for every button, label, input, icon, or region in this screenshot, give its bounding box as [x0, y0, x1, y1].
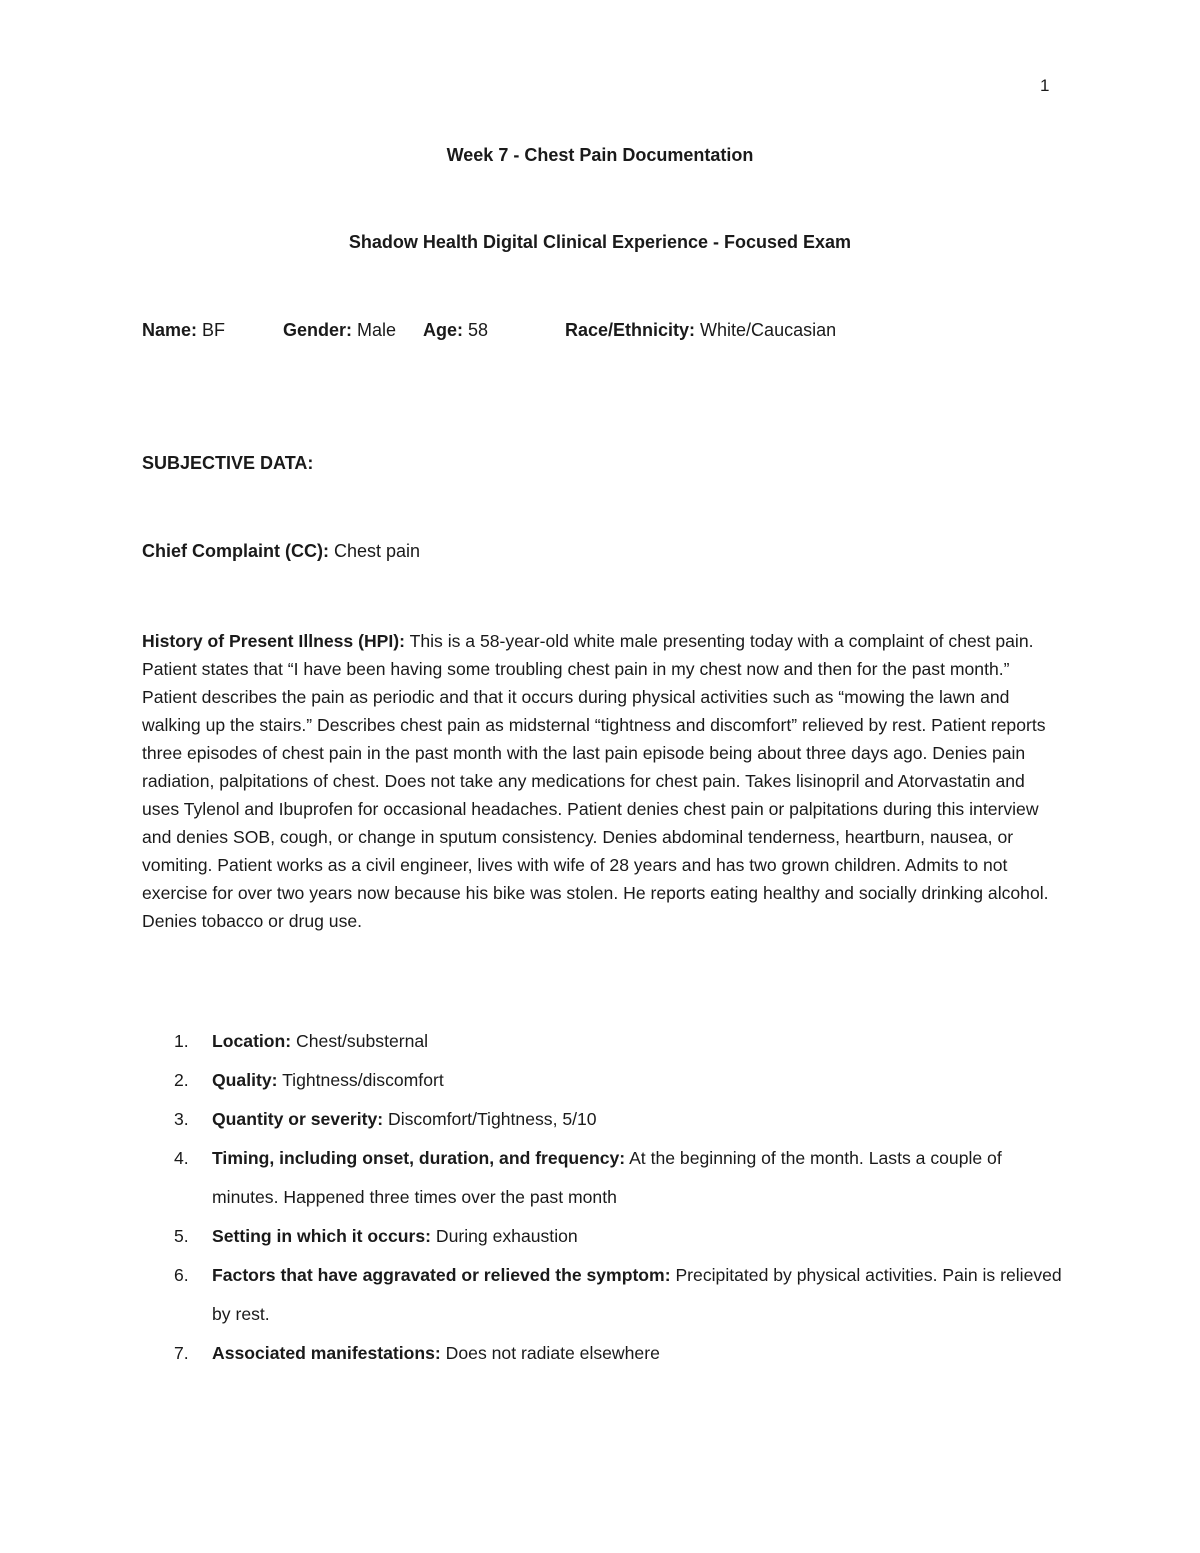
chief-complaint	[142, 541, 420, 562]
list-item-value: Precipitated by physical activities. Pain is relieved by rest.	[212, 1265, 1062, 1324]
list-item-label: Location:	[212, 1031, 292, 1051]
list-item-label: Quantity or severity:	[212, 1109, 384, 1129]
patient-name-value: BF	[197, 320, 226, 340]
patient-race-value: White/Caucasian	[695, 320, 837, 340]
hpi-label: History of Present Illness (HPI):	[142, 631, 405, 651]
patient-info-row	[142, 320, 1042, 344]
patient-race-label: Race/Ethnicity:	[565, 320, 696, 340]
chief-complaint-value: Chest pain	[328, 541, 421, 561]
list-item-number: 1.	[174, 1031, 189, 1051]
patient-gender-label: Gender:	[283, 320, 353, 340]
patient-name-label: Name:	[142, 320, 198, 340]
list-item-value: Discomfort/Tightness, 5/10	[383, 1109, 597, 1129]
patient-gender	[283, 320, 396, 341]
list-item-number: 6.	[174, 1265, 189, 1285]
hpi-paragraph	[142, 627, 1062, 935]
list-item	[142, 1334, 1062, 1373]
list-item-number: 7.	[174, 1343, 189, 1363]
list-item	[142, 1100, 1062, 1139]
list-item	[142, 1139, 1062, 1217]
list-item-number: 3.	[174, 1109, 189, 1129]
chief-complaint-label: Chief Complaint (CC):	[142, 541, 329, 561]
findings-list	[142, 1022, 1062, 1373]
patient-age	[423, 320, 488, 341]
list-item-number: 5.	[174, 1226, 189, 1246]
patient-age-value: 58	[463, 320, 489, 340]
hpi-text: This is a 58-year-old white male presenting today with a complaint of chest pain. Patient states that “I have been having some troubling chest pain in my chest now and then for the past month.” Patient describes the pain as periodic and that it occurs during physical activities such as “mowing the lawn and walking up the stairs.” Describes chest pain as midsternal “tightness and discomfort” relieved by rest. Patient reports three episodes of chest pain in the past month with the last pain episode being about three days ago. Denies pain radiation, palpitations of chest. Does not take any medications for chest pain. Takes lisinopril and Atorvastatin and uses Tylenol and Ibuprofen for occasional headaches. Patient denies chest pain or palpitations during this interview and denies SOB, cough, or change in sputum consistency. Denies abdominal tenderness, heartburn, nausea, or vomiting. Patient works as a civil engineer, lives with wife of 28 years and has two grown children. Admits to not exercise for over two years now because his bike was stolen. He reports eating healthy and socially drinking alcohol. Denies tobacco or drug use.	[142, 631, 1049, 931]
document-title: Week 7 - Chest Pain Documentation	[446, 145, 754, 165]
list-item-value: During exhaustion	[430, 1226, 578, 1246]
page-number: 1	[1040, 76, 1050, 95]
list-item-value: Tightness/discomfort	[277, 1070, 444, 1090]
list-item-number: 2.	[174, 1070, 189, 1090]
list-item	[142, 1217, 1062, 1256]
patient-name	[142, 320, 225, 341]
list-item-label: Factors that have aggravated or relieved the symptom:	[212, 1265, 671, 1285]
patient-gender-value: Male	[352, 320, 397, 340]
list-item-label: Timing, including onset, duration, and frequency:	[212, 1148, 626, 1168]
list-item-label: Associated manifestations:	[212, 1343, 441, 1363]
patient-race	[565, 320, 836, 341]
list-item-value: Does not radiate elsewhere	[440, 1343, 660, 1363]
list-item-label: Quality:	[212, 1070, 278, 1090]
list-item-value: Chest/substernal	[291, 1031, 429, 1051]
document-subtitle: Shadow Health Digital Clinical Experience - Focused Exam	[348, 232, 852, 252]
list-item-value: At the beginning of the month. Lasts a couple of minutes. Happened three times over the past month	[212, 1148, 1002, 1207]
list-item	[142, 1256, 1062, 1334]
list-item-number: 4.	[174, 1148, 189, 1168]
list-item	[142, 1022, 1062, 1061]
list-item	[142, 1061, 1062, 1100]
list-item-label: Setting in which it occurs:	[212, 1226, 431, 1246]
subjective-data-heading: SUBJECTIVE DATA:	[142, 453, 314, 473]
patient-age-label: Age:	[423, 320, 463, 340]
